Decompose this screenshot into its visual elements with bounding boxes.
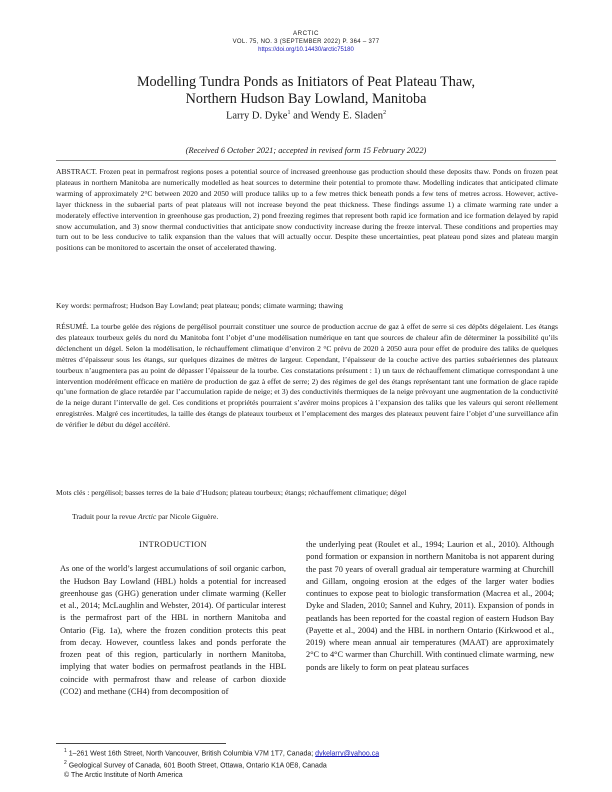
author-list xyxy=(0,110,612,122)
volume-info: VOL. 75, NO. 3 (SEPTEMBER 2022) P. 364 – 377 xyxy=(232,39,380,45)
footnote-2-address: Geological Survey of Canada, 601 Booth Street, Ottawa, Ontario K1A 0E8, Canada xyxy=(68,762,327,770)
doi-link[interactable]: https://doi.org/10.14430/arctic75180 xyxy=(258,47,354,53)
body-column-left xyxy=(60,539,286,698)
translation-journal: Arctic xyxy=(137,512,157,521)
divider xyxy=(56,160,556,161)
author-2-affiliation-mark: 2 xyxy=(383,110,387,116)
section-heading-introduction: INTRODUCTION xyxy=(138,540,208,549)
copyright-notice: © The Arctic Institute of North America xyxy=(64,771,183,779)
title-line-2: Northern Hudson Bay Lowland, Manitoba xyxy=(185,91,427,107)
article-title xyxy=(0,74,612,108)
footnote-2 xyxy=(64,759,544,771)
footnote-1-address: 1–261 West 16th Street, North Vancouver, British Columbia V7M 1T7, Canada; xyxy=(68,750,316,758)
author-1-affiliation-mark: 1 xyxy=(287,110,291,116)
translation-credit xyxy=(72,512,218,521)
footnote-1-email[interactable]: dykelarry@yahoo.ca xyxy=(315,750,380,758)
journal-header xyxy=(0,30,612,55)
title-line-1: Modelling Tundra Ponds as Initiators of Peat Plateau Thaw, xyxy=(136,74,476,90)
footnotes xyxy=(64,747,544,780)
intro-paragraph-left: As one of the world’s largest accumulations of soil organic carbon, the Hudson Bay Lowland (HBL) holds a potential for increased greenhouse gas (GHG) generation under climate warming (Keller et al., 2014; McLaughlin and Webster, 2014). Of particular interest is the permafrost part of the HBL in northern Manitoba and Ontario (Fig. 1a), where the frozen condition protects this peat from decay. However, countless lakes and ponds perforate the frozen peat of this region, particularly in northern Manitoba, implying that water bodies on permafrost peatlands in the HBL coincide with permafrost thaw and release of carbon dioxide (CO2) and methane (CH4) from decomposition of xyxy=(60,564,286,696)
resume: RÉSUMÉ. La tourbe gelée des régions de pergélisol pourrait constituer une source de production accrue de gaz à effet de serre si ces dépôts dégelaient. Les étangs des plateaux tourbeux gelés du nord du Manitoba font l’objet d’une modélisation numérique en tant que sources de chaleur afin de déterminer la possibilité qu’ils déclenchent un dégel. Selon la modélisation, le réchauffement climatique d’environ 2 °C prévu de 2020 à 2050 aura pour effet de produire des taliks de quelques mètres d’épaisseur sous les étangs, sur quelques dizaines de mètres de largeur. Cependant, l’épaisseur de la couche active des parties subaériennes des plateaux tourbeux n’augmentera pas au point de dépasser l’épaisseur de la tourbe. Ces constatations présument : 1) un taux de réchauffement climatique correspondant à une intervention modérément efficace en matière de production de gaz à effet de serre; 2) des régimes de gel des étangs représentant tant une formation de glace rapide qu’une formation de glace retardée par l’accumulation rapide de neige; et 3) des conductivités thermiques de la neige prévoyant une augmentation de la conductivité de la neige durant l’intervalle de gel. Ces conditions et propriétés pourraient s’avérer moins propices à l’expansion des taliks que les valeurs qui seront réellement enregistrées. Malgré ces incertitudes, la taille des étangs de plateaux tourbeux et l’emplacement des marges des plateaux peuvent faire l’objet d’une surveillance afin de vérifier le début du dégel accéléré. xyxy=(56,322,558,430)
footnote-2-mark: 2 xyxy=(64,759,67,766)
author-separator: and xyxy=(290,110,311,122)
author-2: Wendy E. Sladen xyxy=(310,110,384,122)
mots-cles: Mots clés : pergélisol; basses terres de la baie d’Hudson; plateau tourbeux; étangs; réchauffement climatique; dégel xyxy=(56,488,407,497)
footnote-divider xyxy=(56,743,226,744)
translation-prefix: Traduit pour la revue xyxy=(72,512,138,521)
body-column-right xyxy=(306,539,554,674)
author-1: Larry D. Dyke xyxy=(225,110,288,122)
intro-paragraph-right: the underlying peat (Roulet et al., 1994; Laurion et al., 2010). Although pond formation or expansion in northern Manitoba is not apparent during the past 70 years of overall gradual air temperature warming at Churchill and Gillam, ongoing erosion at the edges of the larger water bodies continues to expose peat to biologic transformation (Macrea et al., 2004; Dyke and Sladen, 2010; Sannel and Kuhry, 2011). Expansion of ponds in peatlands has been reported for the coastal region of eastern Hudson Bay (Payette et al., 2004) and the HBL in northern Ontario (Kirkwood et al., 2019) where mean annual air temperatures (MAAT) are approximately 2°C to 4°C warmer than Churchill. With continued climate warming, new ponds are likely to form on peat plateau surfaces xyxy=(306,540,554,672)
footnote-1 xyxy=(64,747,544,759)
footnote-1-mark: 1 xyxy=(64,748,67,754)
keywords: Key words: permafrost; Hudson Bay Lowland; peat plateau; ponds; climate warming; thawing xyxy=(56,301,344,310)
translation-suffix: par Nicole Giguère. xyxy=(156,512,219,521)
journal-name: ARCTIC xyxy=(292,30,320,37)
abstract: ABSTRACT. Frozen peat in permafrost regions poses a potential source of increased greenhouse gas production should these deposits thaw. Ponds on frozen peat plateaus in northern Manitoba are numerically modelled as heat sources to determine their potential to promote thaw. Modelling indicates that anticipated climate warming of approximately 2°C between 2020 and 2050 will produce taliks up to a few metres thick beneath ponds a few tens of metres across. However, active-layer thickness in the subaerial parts of peat plateaus will not increase beyond the peat thickness. These findings assume 1) a climate warming rate under a moderately effective intervention in greenhouse gas production, 2) pond freezing regimes that represent both rapid ice formation and ice formation delayed by rapid snow accumulation, and 3) snow thermal conductivities that anticipate snow conductivity increase during the freeze interval. These conditions and properties may turn out to be less conducive to talik expansion than the values that will actually occur. Despite these uncertainties, peat plateau pond sizes and plateau margin positions can be monitored to ascertain the onset of accelerated thawing. xyxy=(56,167,558,253)
received-dates: (Received 6 October 2021; accepted in revised form 15 February 2022) xyxy=(185,146,427,155)
